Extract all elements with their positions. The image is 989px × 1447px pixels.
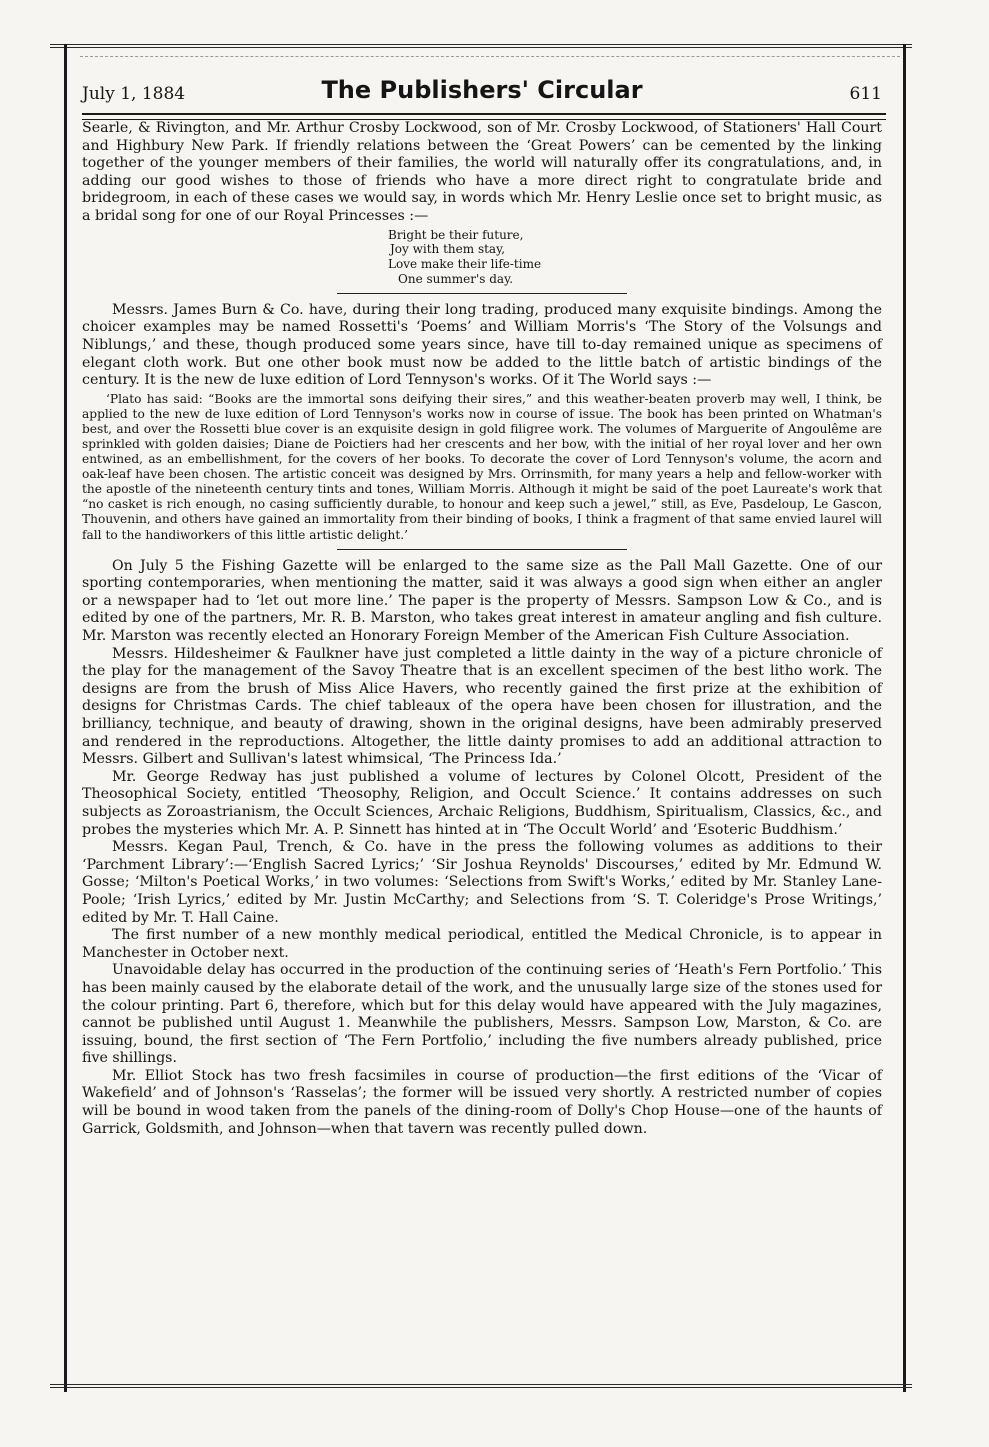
header-rule bbox=[82, 113, 886, 120]
paragraph-redway: Mr. George Redway has just published a volume of lectures by Colonel Olcott, President of the Theosophical Society, entitled ‘Theosophy, Religion, and Occult Science.’ It contains addresses on such subjects as Zoroastrianism, the Occult Sciences, Archaic Religions, Buddhism, Spiritualism, Classics, &c., and probes the mysteries which Mr. A. P. Sinnett has hinted at in ‘The Occult World’ and ‘Esoteric Buddhism.’ bbox=[82, 768, 882, 838]
paragraph-fern-portfolio: Unavoidable delay has occurred in the production of the continuing series of ‘Heath's Fern Portfolio.’ This has been mainly caused by the elaborate detail of the work, and the unusually large size of the stones used for the colour printing. Part 6, therefore, which but for this delay would have appeared with the July magazines, cannot be published until August 1. Meanwhile the publishers, Messrs. Sampson Low, Marston, & Co. are issuing, bound, the first section of ‘The Fern Portfolio,’ including the five numbers already published, price five shillings. bbox=[82, 962, 882, 1067]
paragraph-burn-bindings: Messrs. James Burn & Co. have, during their long trading, produced many exquisite bindings. Among the choicer examples may be named Rossetti's ‘Poems’ and William Morris's ‘The Story of the Volsungs and Niblungs,’ and these, though produced some years since, have till to-day remained unique as specimens of elegant cloth work. But one other book must now be added to the little batch of artistic bindings of the century. It is the new de luxe edition of Lord Tennyson's works. Of it The World says :— bbox=[82, 301, 882, 389]
verse-line: Love make their life-time bbox=[388, 257, 542, 272]
issue-date: July 1, 1884 bbox=[82, 84, 186, 104]
paragraph-fishing-gazette: On July 5 the Fishing Gazette will be enlarged to the same size as the Pall Mall Gazette. One of our sporting contemporaries, when mentioning the matter, said it was always a good sign when either an angler or a newspaper had to ‘let out more line.’ The paper is the property of Messrs. Sampson Low & Co., and is edited by one of the partners, Mr. R. B. Marston, who takes great interest in amateur angling and fish culture. Mr. Marston was recently elected an Honorary Foreign Member of the American Fish Culture Association. bbox=[82, 557, 882, 645]
page-number: 611 bbox=[849, 84, 882, 104]
verse-line: Bright be their future, bbox=[388, 227, 524, 242]
paragraph-medical-chronicle: The first number of a new monthly medical periodical, entitled the Medical Chronicle, is to appear in Manchester in October next. bbox=[82, 927, 882, 961]
verse-line: One summer's day. bbox=[398, 271, 514, 286]
article-body bbox=[82, 120, 882, 1138]
bridal-song-verse bbox=[82, 228, 882, 287]
verse-line: Joy with them stay, bbox=[390, 242, 506, 257]
section-divider bbox=[337, 549, 627, 550]
paragraph-hildesheimer: Messrs. Hildesheimer & Faulkner have just completed a little dainty in the way of a picture chronicle of the play for the management of the Savoy Theatre that is an excellent specimen of the best litho work. The designs are from the brush of Miss Alice Havers, who recently gained the first prize at the exhibition of designs for Christmas Cards. The chief tableaux of the opera have been chosen for illustration, and the brilliancy, technique, and beauty of drawing, shown in the original designs, have been admirably preserved and rendered in the reproductions. Altogether, the little dainty promises to add an additional attraction to Messrs. Gilbert and Sullivan's latest whimsical, ‘The Princess Ida.’ bbox=[82, 645, 882, 768]
paragraph-wedding: Searle, & Rivington, and Mr. Arthur Crosby Lockwood, son of Mr. Crosby Lockwood, of Stationers' Hall Court and Highbury New Park. If friendly relations between the ‘Great Powers’ can be cemented by the linking together of the younger members of their families, the world will naturally offer its congratulations, and, in adding our good wishes to those of friends who have a more direct right to congratulate bride and bridegroom, in each of these cases we would say, in words which Mr. Henry Leslie once set to bright music, as a bridal song for one of our Royal Princesses :— bbox=[82, 120, 882, 224]
paragraph-kegan-paul: Messrs. Kegan Paul, Trench, & Co. have in the press the following volumes as additions to their ‘Parchment Library’:—‘English Sacred Lyrics;’ ‘Sir Joshua Reynolds' Discourses,’ edited by Mr. Edmund W. Gosse; ‘Milton's Poetical Works,’ in two volumes: ‘Selections from Swift's Works,’ edited by Mr. Stanley Lane-Poole; ‘Irish Lyrics,’ edited by Mr. Justin McCarthy; and Selections from ‘S. T. Coleridge's Prose Writings,’ edited by Mr. T. Hall Caine. bbox=[82, 839, 882, 926]
journal-title: The Publishers' Circular bbox=[321, 76, 643, 104]
quote-the-world: ‘Plato has said: “Books are the immortal sons deifying their sires,” and this weather-beaten proverb may well, I think, be applied to the new de luxe edition of Lord Tennyson's works now in course of issue. The book has been printed on Whatman's best, and over the Rossetti blue cover is an exquisite design in gold filigree work. The volumes of Marguerite of Angoulême are sprinkled with golden daisies; Diane de Poictiers had her crescents and her bow, with the initial of her royal lover and her own entwined, as an embellishment, for the covers of her books. To decorate the cover of Lord Tennyson's volume, the acorn and oak-leaf have been chosen. The artistic conceit was designed by Mrs. Orrinsmith, for many years a help and fellow-worker with the apostle of the nineteenth century tints and tones, William Morris. Although it might be said of the poet Laureate's work that “no casket is rich enough, no casing sufficiently durable, to honour and keep such a jewel,” still, as Eve, Pasdeloup, Le Gascon, Thouvenin, and others have gained an immortality from their binding of books, I think a fragment of that same envied laurel will fall to the handiworkers of this little artistic delight.’ bbox=[82, 391, 882, 542]
section-divider bbox=[337, 293, 627, 294]
paragraph-elliot-stock: Mr. Elliot Stock has two fresh facsimiles in course of production—the first editions of the ‘Vicar of Wakefield’ and of Johnson's ‘Rasselas’; the former will be issued very shortly. A restricted number of copies will be bound in wood taken from the panels of the dining-room of Dolly's Chop House—one of the haunts of Garrick, Goldsmith, and Johnson—when that tavern was recently pulled down. bbox=[82, 1067, 882, 1137]
bottom-border-rule bbox=[50, 1378, 912, 1388]
running-header bbox=[82, 76, 882, 110]
